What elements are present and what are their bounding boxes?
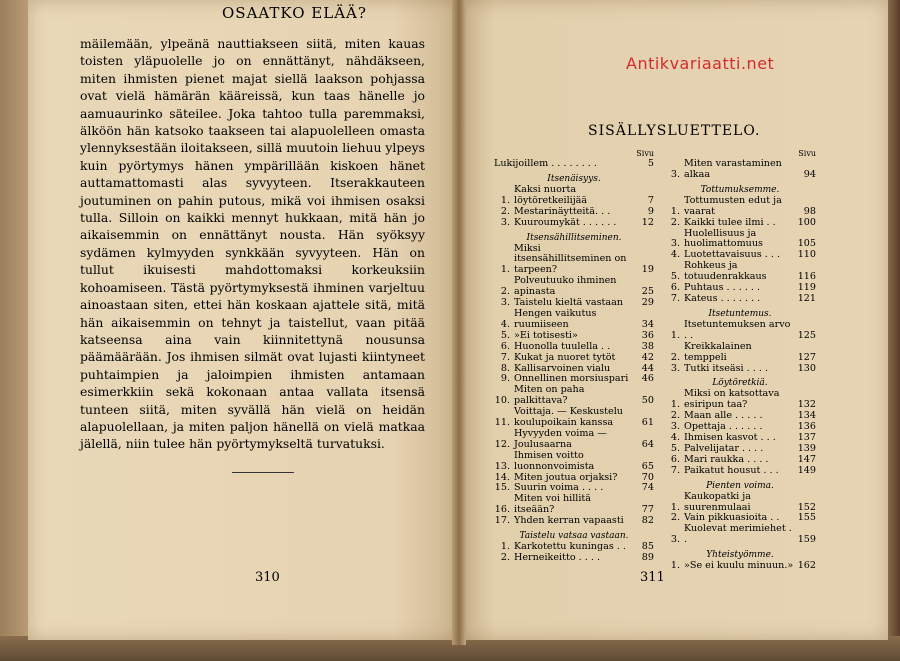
toc-entry-page: 116 <box>797 271 816 283</box>
toc-section-heading: Pienten voima. <box>706 480 774 491</box>
toc-entry-page: 42 <box>641 351 654 363</box>
toc-entry-page: 38 <box>641 340 654 352</box>
toc-entry-page: 147 <box>797 453 816 465</box>
toc-section-heading: Tottumuksemme. <box>700 184 780 195</box>
toc-entry-number: 1. <box>670 399 680 411</box>
toc-entry-number: 2. <box>670 351 680 363</box>
toc-entry-title: Kaikki tulee ilmi . . <box>684 216 776 228</box>
toc-entry-title: Voittaja. — Keskustelu koulupoikain kanssa <box>514 406 623 429</box>
toc-entry-number: 7. <box>670 292 680 304</box>
toc-entry-title: Miksi itsensähillitseminen on tarpeen? <box>514 242 627 276</box>
toc-entry-number: 13. <box>494 460 510 472</box>
toc-entry-number: 6. <box>500 340 510 352</box>
toc-entry-title: Kaksi nuorta löytöretkeilijää <box>514 183 588 206</box>
toc-entry-number: 5. <box>670 442 680 454</box>
toc-entry-page: 152 <box>797 501 816 513</box>
toc-entry-page: 98 <box>803 205 816 217</box>
toc-entry-number: 17. <box>494 515 510 527</box>
toc-entry-number: 15. <box>494 482 510 494</box>
toc-entry-title: Huonolla tuulella . . <box>514 340 611 352</box>
toc-entry <box>494 244 654 277</box>
toc-entry-number: 4. <box>670 249 680 261</box>
toc-entry-page: 64 <box>641 438 654 450</box>
toc-entry <box>664 218 816 229</box>
toc-entry-title: Palvelijatar . . . . <box>684 442 764 454</box>
toc-entry <box>664 524 816 546</box>
toc-entry-page: 89 <box>641 552 654 563</box>
toc-entry <box>494 553 654 564</box>
toc-entry-number: 1. <box>500 194 510 206</box>
toc-entry-number: 2. <box>500 552 510 563</box>
toc-entry-title: Rohkeus ja totuudenrakkaus <box>684 260 767 283</box>
toc-entry-title: »Ei totisesti» <box>514 329 578 341</box>
toc-entry-page: 137 <box>797 432 816 444</box>
toc-entry-page: 65 <box>641 460 654 472</box>
toc-section-heading: Taistelu vatsaa vastaan. <box>519 531 629 542</box>
toc-entry-title: Luotettavaisuus . . . <box>684 249 780 261</box>
toc-entry-title: Mari raukka . . . . <box>684 453 769 465</box>
toc-entry-number: 3. <box>670 238 680 250</box>
toc-entry-page: 94 <box>803 168 816 180</box>
toc-entry-title: Hengen vaikutus ruumiiseen <box>514 307 597 330</box>
page-column-label: Sivu <box>636 149 654 158</box>
toc-entry-page: 36 <box>641 329 654 341</box>
toc-entry-title: Miten on paha palkittava? <box>514 384 585 407</box>
toc-entry <box>664 196 816 218</box>
toc-entry <box>664 492 816 514</box>
toc-entry-number: 3. <box>670 168 680 180</box>
toc-entry-number: 2. <box>670 216 680 228</box>
toc-section-heading: Yhteistyömme. <box>706 550 774 561</box>
toc-entry-page: 155 <box>797 512 816 524</box>
toc-entry-page: 162 <box>797 560 816 572</box>
toc-entry <box>494 494 654 516</box>
toc-section-heading: Itsenäisyys. <box>547 173 601 184</box>
toc-entry-title: Paikatut housut . . . <box>684 464 779 476</box>
toc-entry <box>494 516 654 527</box>
toc-entry <box>494 342 654 353</box>
toc-entry-number: 3. <box>670 421 680 433</box>
toc-entry <box>494 309 654 331</box>
toc-entry-title: Miten joutua orjaksi? <box>514 471 618 483</box>
toc-entry-title: Kateus . . . . . . . <box>684 292 761 304</box>
page-number-right: 311 <box>640 570 665 585</box>
toc-entry-title: Vain pikkuasioita . . <box>684 512 780 524</box>
toc-entry-number: 7. <box>500 351 510 363</box>
toc-entry-title: Suurin voima . . . . <box>514 482 604 494</box>
toc-entry-number: 7. <box>670 464 680 476</box>
toc-entry-page: 50 <box>641 395 654 407</box>
toc-entry <box>494 451 654 473</box>
book-gutter <box>452 0 466 645</box>
toc-entry-number: 1. <box>670 501 680 513</box>
toc-entry <box>494 159 654 170</box>
toc-entry-title: Ihmisen kasvot . . . <box>684 432 776 444</box>
toc-entry-title: Yhden kerran vapaasti <box>514 515 624 527</box>
watermark-text: Antikvariaatti.net <box>626 54 775 73</box>
toc-entry-page: 100 <box>797 216 816 228</box>
toc-entry-number: 6. <box>670 453 680 465</box>
toc-entry-number: 1. <box>670 205 680 217</box>
toc-entry-title: Mestarinäytteitä. . . <box>514 205 611 217</box>
page-number-left: 310 <box>255 570 280 585</box>
toc-section-heading: Itsetuntemus. <box>708 308 772 319</box>
toc-entry-number: 14. <box>494 471 510 483</box>
toc-entry-page: 19 <box>641 264 654 276</box>
toc-entry <box>664 342 816 364</box>
toc-entry-title: Miksi on katsottava esiripun taa? <box>684 388 780 411</box>
toc-entry-number: 2. <box>670 512 680 524</box>
toc-entry-page: 139 <box>797 442 816 454</box>
toc-entry <box>494 353 654 364</box>
toc-entry-number: 1. <box>500 264 510 276</box>
toc-entry-title: Karkotettu kuningas . . <box>514 541 626 553</box>
toc-entry-page: 134 <box>797 410 816 422</box>
toc-entry-number: 3. <box>500 297 510 309</box>
toc-entry-page: 77 <box>641 504 654 516</box>
page-column-label: Sivu <box>798 149 816 158</box>
toc-entry-page: 127 <box>797 351 816 363</box>
toc-entry-page: 159 <box>797 534 816 546</box>
book-cover-edge-right <box>886 0 900 661</box>
toc-entry-page: 121 <box>797 292 816 304</box>
toc-entry <box>494 429 654 451</box>
toc-entry-title: Puhtaus . . . . . . <box>684 282 761 294</box>
toc-entry-title: Miten varastaminen alkaa <box>684 158 782 180</box>
toc-entry-title: Tottumusten edut ja vaarat <box>684 194 782 217</box>
toc-entry-title: Opettaja . . . . . . <box>684 421 763 433</box>
toc-entry <box>664 294 816 305</box>
toc-entry-page: 7 <box>647 194 654 206</box>
toc-entry-number: 16. <box>494 504 510 516</box>
toc-entry-title: Maan alle . . . . . <box>684 410 763 422</box>
toc-entry <box>494 207 654 218</box>
toc-entry-page: 85 <box>641 541 654 553</box>
toc-entry-title: »Se ei kuulu minuun.» <box>684 560 794 572</box>
toc-entry-number: 4. <box>670 432 680 444</box>
toc-entry <box>664 229 816 251</box>
toc-entry-page: 9 <box>647 205 654 217</box>
toc-entry-title: Onnellinen morsiuspari <box>514 373 629 385</box>
toc-entry <box>664 561 816 572</box>
toc-entry-title: Taistelu kieltä vastaan <box>514 297 623 309</box>
toc-entry-number: 2. <box>670 410 680 422</box>
toc-entry-number: 2. <box>500 205 510 217</box>
toc-entry-page: 149 <box>797 464 816 476</box>
toc-entry-page: 82 <box>641 515 654 527</box>
toc-entry-number: 12. <box>494 438 510 450</box>
toc-entry-page: 12 <box>641 216 654 228</box>
toc-entry-title: Kuolevat merimiehet . . <box>684 523 792 546</box>
toc-entry-page: 119 <box>797 282 816 294</box>
toc-entry-number: 6. <box>670 282 680 294</box>
toc-entry-page: 105 <box>797 238 816 250</box>
toc-entry-title: Herneikeitto . . . . <box>514 552 600 563</box>
toc-entry-number: 3. <box>500 216 510 228</box>
toc-entry-title: Miten voi hillitä itseään? <box>514 493 591 516</box>
running-head: OSAATKO ELÄÄ? <box>222 4 367 22</box>
book-cover-edge-left <box>0 0 28 661</box>
toc-entry-title: Tutki itseäsi . . . . <box>684 362 768 374</box>
section-rule <box>232 472 294 473</box>
toc-entry-title: Polveutuuko ihminen apinasta <box>514 275 617 298</box>
toc-entry-page: 125 <box>797 329 816 341</box>
toc-entry-number: 5. <box>500 329 510 341</box>
toc-title: SISÄLLYSLUETTELO. <box>588 123 761 139</box>
toc-entry-page: 46 <box>641 373 654 385</box>
toc-entry-number: 1. <box>670 329 680 341</box>
toc-entry-title: Kallisarvoinen vialu <box>514 362 611 374</box>
toc-section-heading: Löytöretkiä. <box>712 378 768 389</box>
toc-entry-page: 70 <box>641 471 654 483</box>
toc-entry-title: Kreikkalainen temppeli <box>684 340 752 363</box>
toc-entry-page: 110 <box>797 249 816 261</box>
toc-entry <box>664 261 816 283</box>
toc-entry-page: 130 <box>797 362 816 374</box>
toc-entry <box>494 185 654 207</box>
toc-entry-page: 44 <box>641 362 654 374</box>
toc-entry-title: Ihmisen voitto luonnonvoimista <box>514 449 595 472</box>
toc-column-right <box>664 149 816 572</box>
toc-entry-title: Huolellisuus ja huolimattomuus <box>684 227 763 250</box>
toc-entry-title: Kukat ja nuoret tytöt <box>514 351 616 363</box>
toc-entry-page: 34 <box>641 318 654 330</box>
toc-entry-number: 5. <box>670 271 680 283</box>
toc-entry-page: 132 <box>797 399 816 411</box>
toc-entry-number: 9. <box>500 373 510 385</box>
toc-entry-title: Kuuroumykät . . . . . . <box>514 216 617 228</box>
toc-entry-title: Itsetuntemuksen arvo . . <box>684 318 791 341</box>
toc-entry <box>664 364 816 375</box>
toc-entry <box>664 159 816 181</box>
body-text: mäilemään, ylpeänä nauttiakseen siitä, miten kauas toisten yläpuolelle jo on ennättänyt, nähdäkseen, miten ihmisten pienet majat siellä laakson pohjassa ovat vielä hämärän kääreissä, kun taas hänelle jo aamuaurinko säteilee. Joka tahtoo tulla paremmaksi, älköön hän katsoko taakseen tai alapuolelleen omasta ylennyksestään iloitakseen, sillä muutoin liehuu ylpeys kuin pyörtymys hänen ympärillään kiskoen hänet auttamattomasti alas syvyyteen. Itserakkauteen joutuminen on pahin putous, mikä voi ihmisen osaksi tulla. Silloin on kaikki mennyt hukkaan, mitä hän jo aikaisemmin on ennättänyt nousta. Hän syöksyy sydämen kylmyyden synkkään syvyyteen. Hän on tullut ikuisesti mahdottomaksi korkeuksiin kohoamiseen. Tästä pyörtymyksestä ihminen varjeltuu ainoastaan siten, ettei hän koskaan ajattele sitä, mitä hän aikaisemmin on tehnyt ja taistellut, vaan pitää katseensa aina vain kiinnitettynä nousunsa päämäärään. Jos ihmisen silmät ovat lujasti kiintyneet puhtaimpien ja jaloimpien ihmisten antamaan esimerkkiin sekä kokonaan antaa vallata itsensä tunteen siitä, miten syvällä hän vielä on heidän alapuolellaan, ja miten paljon hänellä on vielä matkaa jälellä, niin tulee hän pyörtymykseltä turvatuksi. <box>80 36 425 452</box>
toc-entry-number: 4. <box>500 318 510 330</box>
toc-entry <box>494 218 654 229</box>
toc-entry <box>494 385 654 407</box>
toc-entry-page: 74 <box>641 482 654 494</box>
toc-entry-page: 61 <box>641 417 654 429</box>
toc-entry <box>664 389 816 411</box>
toc-entry-number: 1. <box>670 560 680 572</box>
toc-entry-title: Hyvyyden voima — Joulusaarna <box>514 427 607 450</box>
toc-entry-page: 5 <box>647 158 654 169</box>
toc-section-heading: Itsensähillitseminen. <box>526 232 622 243</box>
toc-entry <box>494 407 654 429</box>
toc-entry-number: 8. <box>500 362 510 374</box>
toc-entry-title: Lukijoillem . . . . . . . . <box>494 158 597 169</box>
toc-entry-number: 3. <box>670 534 680 546</box>
toc-entry <box>494 276 654 298</box>
toc-entry-page: 25 <box>641 286 654 298</box>
toc-entry-number: 3. <box>670 362 680 374</box>
toc-entry-page: 29 <box>641 297 654 309</box>
toc-entry <box>664 320 816 342</box>
toc-entry-number: 1. <box>500 541 510 553</box>
toc-entry-number: 11. <box>494 417 510 429</box>
toc-entry-page: 136 <box>797 421 816 433</box>
toc-entry-number: 2. <box>500 286 510 298</box>
toc-entry-number: 10. <box>494 395 510 407</box>
toc-entry <box>664 466 816 477</box>
toc-entry-title: Kaukopatki ja suurenmulaai <box>684 490 751 513</box>
toc-column-left <box>494 149 654 564</box>
